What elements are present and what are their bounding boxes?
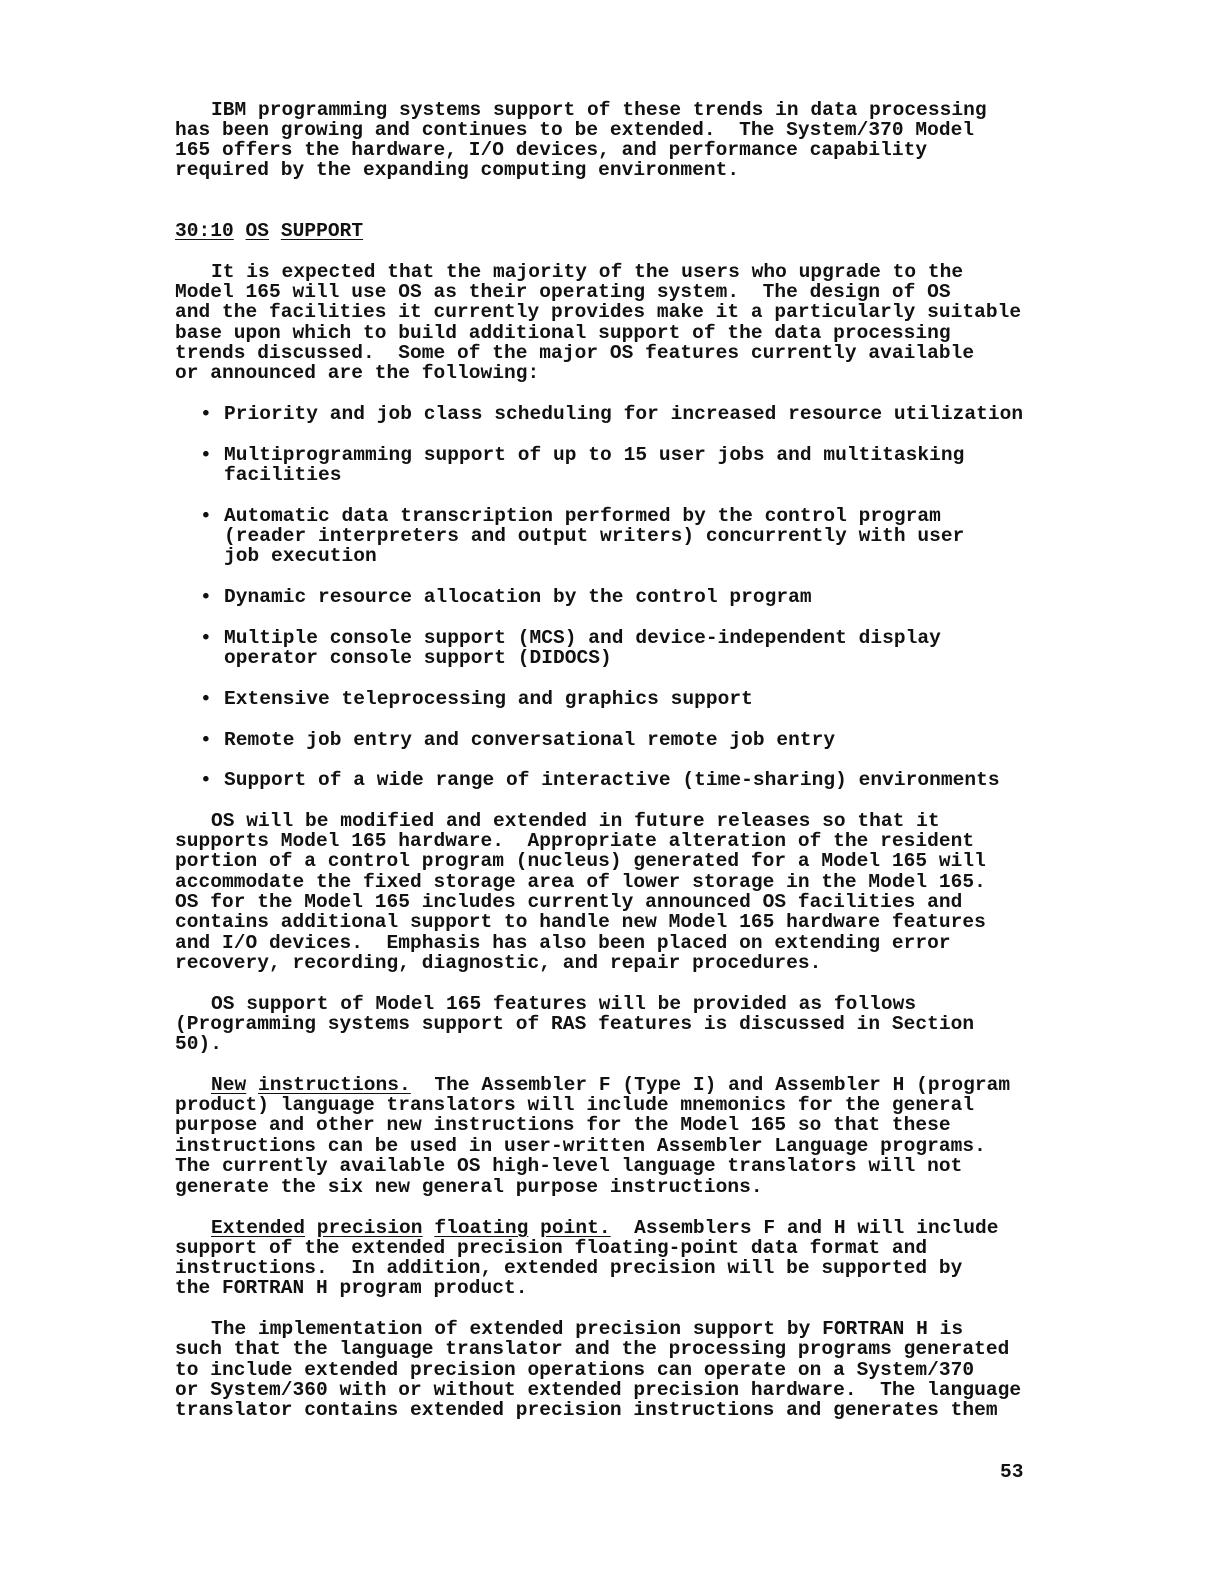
text-line: Priority and job class scheduling for increased resource utilization <box>224 403 1024 425</box>
text-line: product) language translators will include mnemonics for the general <box>175 1094 975 1116</box>
text-line: such that the language translator and the processing programs generated <box>175 1338 1010 1360</box>
text-line: IBM programming systems support of these trends in data processing <box>211 99 987 121</box>
run-in-heading: instructions. <box>258 1074 411 1096</box>
text-line: job execution <box>224 545 377 567</box>
text-line: (reader interpreters and output writers) concurrently with user <box>224 525 965 547</box>
text-line: supports Model 165 hardware. Appropriate alteration of the resident <box>175 830 975 852</box>
text-line: The implementation of extended precision support by FORTRAN H is <box>211 1318 964 1340</box>
text-line: (Programming systems support of RAS features is discussed in Section <box>175 1013 975 1035</box>
text-line: Dynamic resource allocation by the control program <box>224 586 812 608</box>
section-heading <box>175 221 363 241</box>
text-line: support of the extended precision floating-point data format and <box>175 1237 928 1259</box>
run-in-heading: precision <box>316 1217 423 1239</box>
text-line: Support of a wide range of interactive (time-sharing) environments <box>224 769 1000 791</box>
text-line: base upon which to build additional support of the data processing <box>175 322 951 344</box>
heading-support: SUPPORT <box>280 220 364 242</box>
heading-number: 30:10 <box>175 220 234 242</box>
bullet-icon: • <box>200 769 212 791</box>
text-line: translator contains extended precision instructions and generates them <box>175 1399 998 1421</box>
text-line: purpose and other new instructions for the Model 165 so that these <box>175 1114 951 1136</box>
text-line: Multiprogramming support of up to 15 user jobs and multitasking <box>224 444 965 466</box>
bullet-icon: • <box>200 688 212 710</box>
text-run: The Assembler F (Type I) and Assembler H (program <box>434 1074 1011 1096</box>
text-line <box>211 1075 1010 1095</box>
text-line: instructions. In addition, extended precision will be supported by <box>175 1257 963 1279</box>
run-in-heading: Extended <box>211 1217 306 1239</box>
text-line: portion of a control program (nucleus) generated for a Model 165 will <box>175 850 986 872</box>
text-line: Extensive teleprocessing and graphics support <box>224 688 753 710</box>
text-line: to include extended precision operations can operate on a System/370 <box>175 1359 975 1381</box>
text-line: and I/O devices. Emphasis has also been placed on extending error <box>175 932 951 954</box>
heading-os: OS <box>245 220 270 242</box>
text-line: facilities <box>224 464 342 486</box>
text-line: OS support of Model 165 features will be provided as follows <box>211 993 917 1015</box>
text-line: 50). <box>175 1033 223 1055</box>
text-line: trends discussed. Some of the major OS features currently available <box>175 342 975 364</box>
text-line: recovery, recording, diagnostic, and repair procedures. <box>175 952 822 974</box>
text-run: Assemblers F and H will include <box>634 1217 999 1239</box>
bullet-icon: • <box>200 586 212 608</box>
bullet-icon: • <box>200 627 212 649</box>
text-line: the FORTRAN H program product. <box>175 1277 528 1299</box>
text-line: The currently available OS high-level language translators will not <box>175 1155 963 1177</box>
text-line: 165 offers the hardware, I/O devices, and performance capability <box>175 139 928 161</box>
text-line: accommodate the fixed storage area of lower storage in the Model 165. <box>175 871 986 893</box>
run-in-heading: New <box>211 1074 247 1096</box>
bullet-icon: • <box>200 444 212 466</box>
text-line: OS for the Model 165 includes currently announced OS facilities and <box>175 891 963 913</box>
text-line: Remote job entry and conversational remote job entry <box>224 729 836 751</box>
text-line: generate the six new general purpose instructions. <box>175 1176 763 1198</box>
text-line: or announced are the following: <box>175 362 540 384</box>
text-line: required by the expanding computing environment. <box>175 159 740 181</box>
text-line: Model 165 will use OS as their operating system. The design of OS <box>175 281 951 303</box>
bullet-icon: • <box>200 729 212 751</box>
text-line: instructions can be used in user-written Assembler Language programs. <box>175 1135 986 1157</box>
run-in-heading: point. <box>540 1217 611 1239</box>
text-line: or System/360 with or without extended precision hardware. The language <box>175 1379 1022 1401</box>
text-line: It is expected that the majority of the users who upgrade to the <box>211 261 964 283</box>
bullet-icon: • <box>200 505 212 527</box>
page-number: 53 <box>1000 1461 1024 1483</box>
text-line: OS will be modified and extended in future releases so that it <box>211 810 940 832</box>
text-line <box>211 1218 998 1238</box>
bullet-icon: • <box>200 403 212 425</box>
text-line: Multiple console support (MCS) and device-independent display <box>224 627 941 649</box>
text-line: has been growing and continues to be extended. The System/370 Model <box>175 119 975 141</box>
text-line: contains additional support to handle new Model 165 hardware features <box>175 911 986 933</box>
text-line: Automatic data transcription performed by the control program <box>224 505 941 527</box>
text-line: and the facilities it currently provides make it a particularly suitable <box>175 301 1022 323</box>
run-in-heading: floating <box>434 1217 529 1239</box>
text-line: operator console support (DIDOCS) <box>224 647 612 669</box>
